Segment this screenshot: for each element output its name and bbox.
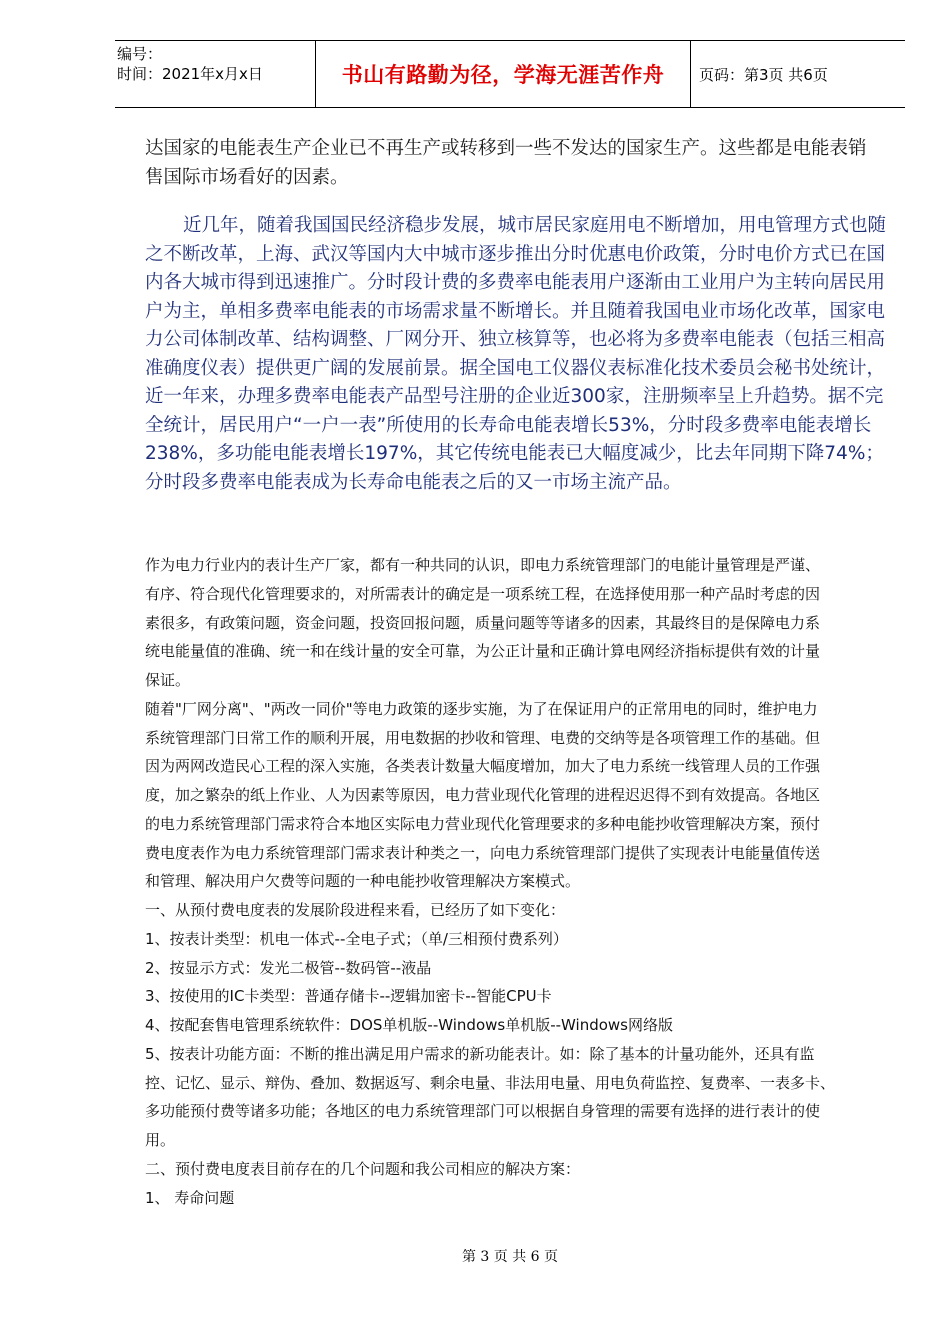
paragraph-market: 近几年，随着我国国民经济稳步发展，城市居民家庭用电不断增加，用电管理方式也随之不断改革，上海、武汉等国内大中城市逐步推出分时优惠电价政策，分时电价方式已在国内各大城市得到迅速推广。分时段计费的多费率电能表用户逐渐由工业用户为主转向居民用户为主，单相多费率电能表的市场需求量不断增长。并且随着我国电业市场化改革，国家电力公司体制改革、结构调整、厂网分开、独立核算等，也必将为多费率电能表（包括三相高准确度仪表）提供更广阔的发展前景。据全国电工仪器仪表标准化技术委员会秘书处统计，近一年来，办理多费率电能表产品型号注册的企业近300家，注册频率呈上升趋势。据不完全统计，居民用户“一户一表”所使用的长寿命电能表增长53%，分时段多费率电能表增长238%，多功能电能表增长197%，其它传统电能表已大幅度减少，比去年同期下降74%；分时段多费率电能表成为长寿命电能表之后的又一市场主流产品。 <box>145 215 887 493</box>
body-line: 2、按显示方式：发光二极管--数码管--液晶 <box>145 958 432 977</box>
body-line: 一、从预付费电度表的发展阶段进程来看，已经历了如下变化： <box>145 901 566 919</box>
page-label: 页码：第3页 共6页 <box>699 65 828 84</box>
body-line: 度，加之繁杂的纸上作业、人为因素等原因，电力营业现代化管理的进程迟迟得不到有效提高。各地区 <box>145 786 821 804</box>
body-line: 随着"厂网分离"、"两改一同价"等电力政策的逐步实施，为了在保证用户的正常用电的同时，维护电力 <box>145 699 818 718</box>
body-line: 素很多，有政策问题，资金问题，投资回报问题，质量问题等等诸多的因素，其最终目的是保障电力系 <box>145 613 821 632</box>
footer-page-number: 第 3 页 共 6 页 <box>461 1249 559 1265</box>
body-line: 因为两网改造民心工程的深入实施，各类表计数量大幅度增加，加大了电力系统一线管理人员的工作强 <box>145 757 821 776</box>
body-line: 4、按配套售电管理系统软件：DOS单机版--Windows单机版--Windows网络版 <box>145 1016 673 1034</box>
paragraph-intro: 达国家的电能表生产企业已不再生产或转移到一些不发达的国家生产。这些都是电能表销售国际市场看好的因素。 <box>145 138 867 188</box>
body-line: 二、预付费电度表目前存在的几个问题和我公司相应的解决方案： <box>145 1159 581 1178</box>
body-line: 作为电力行业内的表计生产厂家，都有一种共同的认识，即电力系统管理部门的电能计量管理是严谨、 <box>145 556 821 574</box>
body-line: 保证。 <box>145 671 191 689</box>
number-label: 编号： <box>117 45 163 63</box>
body-line: 用。 <box>145 1131 176 1149</box>
body-line: 多功能预付费等诸多功能；各地区的电力系统管理部门可以根据自身管理的需要有选择的进行表计的使 <box>145 1102 821 1121</box>
body-line: 1、 寿命问题 <box>145 1188 235 1207</box>
body-line: 统电能量值的准确、统一和在线计量的安全可靠，为公正计量和正确计算电网经济指标提供有效的计量 <box>145 642 821 661</box>
body-line: 有序、符合现代化管理要求的，对所需表计的确定是一项系统工程，在选择使用那一种产品时考虑的因 <box>145 584 821 603</box>
body-line: 控、记忆、显示、辩伪、叠加、数据返写、剩余电量、非法用电量、用电负荷监控、复费率、一表多卡、 <box>145 1073 836 1092</box>
body-line: 1、按表计类型：机电一体式--全电子式；（单/三相预付费系列） <box>145 929 568 948</box>
body-line: 的电力系统管理部门需求符合本地区实际电力营业现代化管理要求的多种电能抄收管理解决方案，预付 <box>145 814 821 833</box>
page-header <box>115 40 905 108</box>
body-line: 系统管理部门日常工作的顺利开展，用电数据的抄收和管理、电费的交纳等是各项管理工作的基础。但 <box>145 728 821 747</box>
page-footer <box>0 1246 950 1266</box>
body-line: 3、按使用的IC卡类型：普通存储卡--逻辑加密卡--智能CPU卡 <box>145 987 552 1006</box>
body-line: 5、按表计功能方面：不断的推出满足用户需求的新功能表计。如：除了基本的计量功能外，还具有监 <box>145 1044 815 1063</box>
time-label: 时间：2021年x月x日 <box>117 65 263 83</box>
body-line: 和管理、解决用户欠费等问题的一种电能抄收管理解决方案模式。 <box>145 872 581 891</box>
body-line: 费电度表作为电力系统管理部门需求表计种类之一，向电力系统管理部门提供了实现表计电能量值传送 <box>145 843 821 862</box>
header-left-cell <box>115 41 316 107</box>
motto: 书山有路勤为径，学海无涯苦作舟 <box>316 41 691 107</box>
